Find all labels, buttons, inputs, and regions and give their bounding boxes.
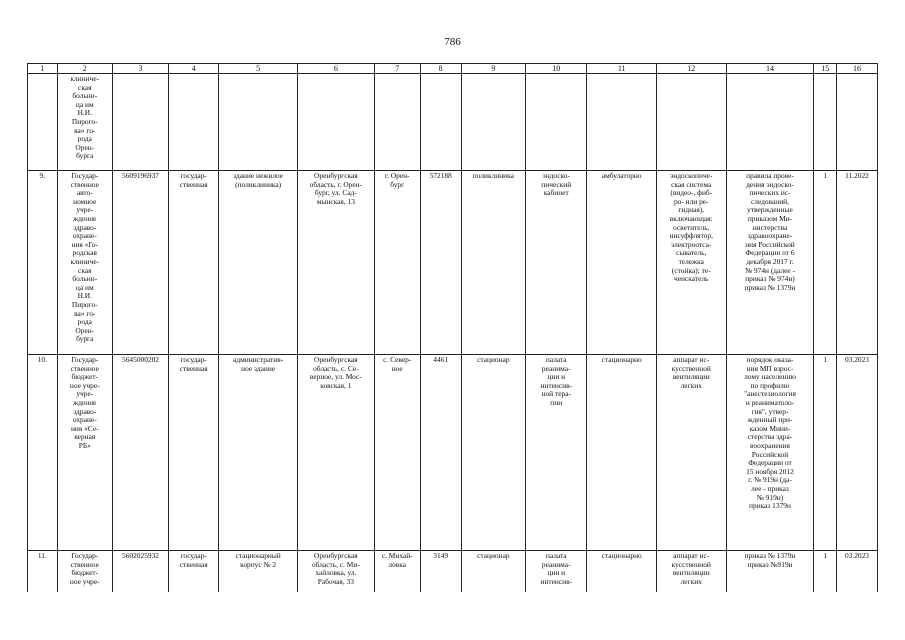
cell-building bbox=[219, 74, 298, 171]
cell-quantity: 1 bbox=[814, 171, 837, 355]
column-header: 6 bbox=[298, 64, 375, 74]
cell-ownership: государ- ственная bbox=[169, 355, 219, 551]
column-header: 12 bbox=[656, 64, 726, 74]
page-number: 786 bbox=[444, 36, 461, 48]
cell-inn: 5645000202 bbox=[112, 355, 168, 551]
column-header: 3 bbox=[112, 64, 168, 74]
cell-care-form: стационарно bbox=[587, 551, 657, 593]
cell-quantity bbox=[814, 74, 837, 171]
cell-ownership: государ- ственная bbox=[169, 551, 219, 593]
cell-equipment: аппарат ис- кусственной вентиляции легких bbox=[656, 551, 726, 593]
cell-facility-type: поликлиника bbox=[461, 171, 525, 355]
cell-ownership bbox=[169, 74, 219, 171]
column-header: 11 bbox=[587, 64, 657, 74]
cell-row-number: 9. bbox=[28, 171, 58, 355]
cell-building: административ- ное здание bbox=[219, 355, 298, 551]
column-header: 8 bbox=[420, 64, 461, 74]
cell-address: Оренбургская область, г. Орен- бург, ул. Сад- мынская, 13 bbox=[298, 171, 375, 355]
column-header: 4 bbox=[169, 64, 219, 74]
cell-date: 11.2022 bbox=[836, 171, 877, 355]
cell-row-number: 10. bbox=[28, 355, 58, 551]
cell-quantity: 1 bbox=[814, 551, 837, 593]
column-header: 9 bbox=[461, 64, 525, 74]
cell-date: 03.2023 bbox=[836, 355, 877, 551]
cell-unit: эндоско- пический кабинет bbox=[526, 171, 587, 355]
column-header: 5 bbox=[219, 64, 298, 74]
cell-address bbox=[298, 74, 375, 171]
cell-population: 3149 bbox=[420, 551, 461, 593]
column-header: 10 bbox=[526, 64, 587, 74]
cell-equipment: аппарат ис- кусственной вентиляции легких bbox=[656, 355, 726, 551]
cell-population bbox=[420, 74, 461, 171]
table-row bbox=[28, 171, 878, 355]
cell-locality bbox=[374, 74, 420, 171]
cell-locality: г. Орен- бург bbox=[374, 171, 420, 355]
cell-address: Оренбургская область, с. Се- верное, ул. Мос- ковская, 1 bbox=[298, 355, 375, 551]
table-row bbox=[28, 74, 878, 171]
cell-row-number: 11. bbox=[28, 551, 58, 593]
cell-equipment bbox=[656, 74, 726, 171]
cell-ownership: государ- ственная bbox=[169, 171, 219, 355]
cell-date bbox=[836, 74, 877, 171]
column-header: 14 bbox=[726, 64, 814, 74]
column-header: 7 bbox=[374, 64, 420, 74]
cell-facility-type bbox=[461, 74, 525, 171]
table-row bbox=[28, 355, 878, 551]
cell-locality: с. Михай- ловка bbox=[374, 551, 420, 593]
cell-unit bbox=[526, 74, 587, 171]
cell-address: Оренбургская область, с. Ми- хайловка, ул. Рабочая, 33 bbox=[298, 551, 375, 593]
cell-facility-type: стационар bbox=[461, 551, 525, 593]
column-header: 1 bbox=[28, 64, 58, 74]
cell-quantity: 1 bbox=[814, 355, 837, 551]
column-header: 2 bbox=[57, 64, 112, 74]
cell-inn: 5602025932 bbox=[112, 551, 168, 593]
cell-care-form: стационарно bbox=[587, 355, 657, 551]
cell-unit: палата реанима- ции и интенсив- ной тера- пии bbox=[526, 355, 587, 551]
cell-care-form: амбулаторно bbox=[587, 171, 657, 355]
cell-inn bbox=[112, 74, 168, 171]
cell-equipment: эндоскопиче- ская система (видео-, фиб- ро- или ре- гидная), включающая: осветитель, инсуффлятор, электроотса- сыватель, тележка (стойка); те- чеискатель bbox=[656, 171, 726, 355]
data-table bbox=[27, 63, 878, 592]
header-row bbox=[28, 64, 878, 74]
cell-population: 572188 bbox=[420, 171, 461, 355]
cell-organization-name: клиниче- ская больни- ца им Н.И. Пирого- ва» го- рода Орен- бурга bbox=[57, 74, 112, 171]
cell-organization-name: Государ- ственное авто- номное учре- ждение здраво- охране- ния «Го- родская клиниче- ская больни- ца им Н.И. Пирого- ва» го- рода Орен- бурга bbox=[57, 171, 112, 355]
column-header: 16 bbox=[836, 64, 877, 74]
cell-row-number bbox=[28, 74, 58, 171]
cell-organization-name: Государ- ственное бюджет- ное учре- учре- ждение здраво- охране- ния «Се- верная РБ» bbox=[57, 355, 112, 551]
cell-regulation: правила прове- дения эндоско- пических ис- следований, утвержденные приказом Ми- нистерства здравоохране- ния Российской Федерации от 6 декабря 2017 г. № 974н (далее - приказ № 974н) приказ № 1379н bbox=[726, 171, 814, 355]
cell-population: 4461 bbox=[420, 355, 461, 551]
cell-regulation: порядок оказа- ния МП взрос- лому населению по профилю "анестезиология и реаниматоло- гия", утвер- жденный при- казом Мини- стерства здра- воохранения Российской Федерации от 15 ноября 2012 г. № 919н (да- лее - приказ № 919н) приказ 1379н bbox=[726, 355, 814, 551]
cell-building: здание нежилое (поликлиника) bbox=[219, 171, 298, 355]
cell-regulation: приказ № 1379н приказ №919н bbox=[726, 551, 814, 593]
cell-building: стационарный корпус № 2 bbox=[219, 551, 298, 593]
cell-unit: палата реанима- ции и интенсив- bbox=[526, 551, 587, 593]
cell-inn: 5609196937 bbox=[112, 171, 168, 355]
cell-organization-name: Государ- ственное бюджет- ное учре- bbox=[57, 551, 112, 593]
cell-regulation bbox=[726, 74, 814, 171]
table-row bbox=[28, 551, 878, 593]
cell-locality: с. Север- ное bbox=[374, 355, 420, 551]
column-header: 15 bbox=[814, 64, 837, 74]
cell-date: 03.2023 bbox=[836, 551, 877, 593]
cell-facility-type: стационар bbox=[461, 355, 525, 551]
cell-care-form bbox=[587, 74, 657, 171]
